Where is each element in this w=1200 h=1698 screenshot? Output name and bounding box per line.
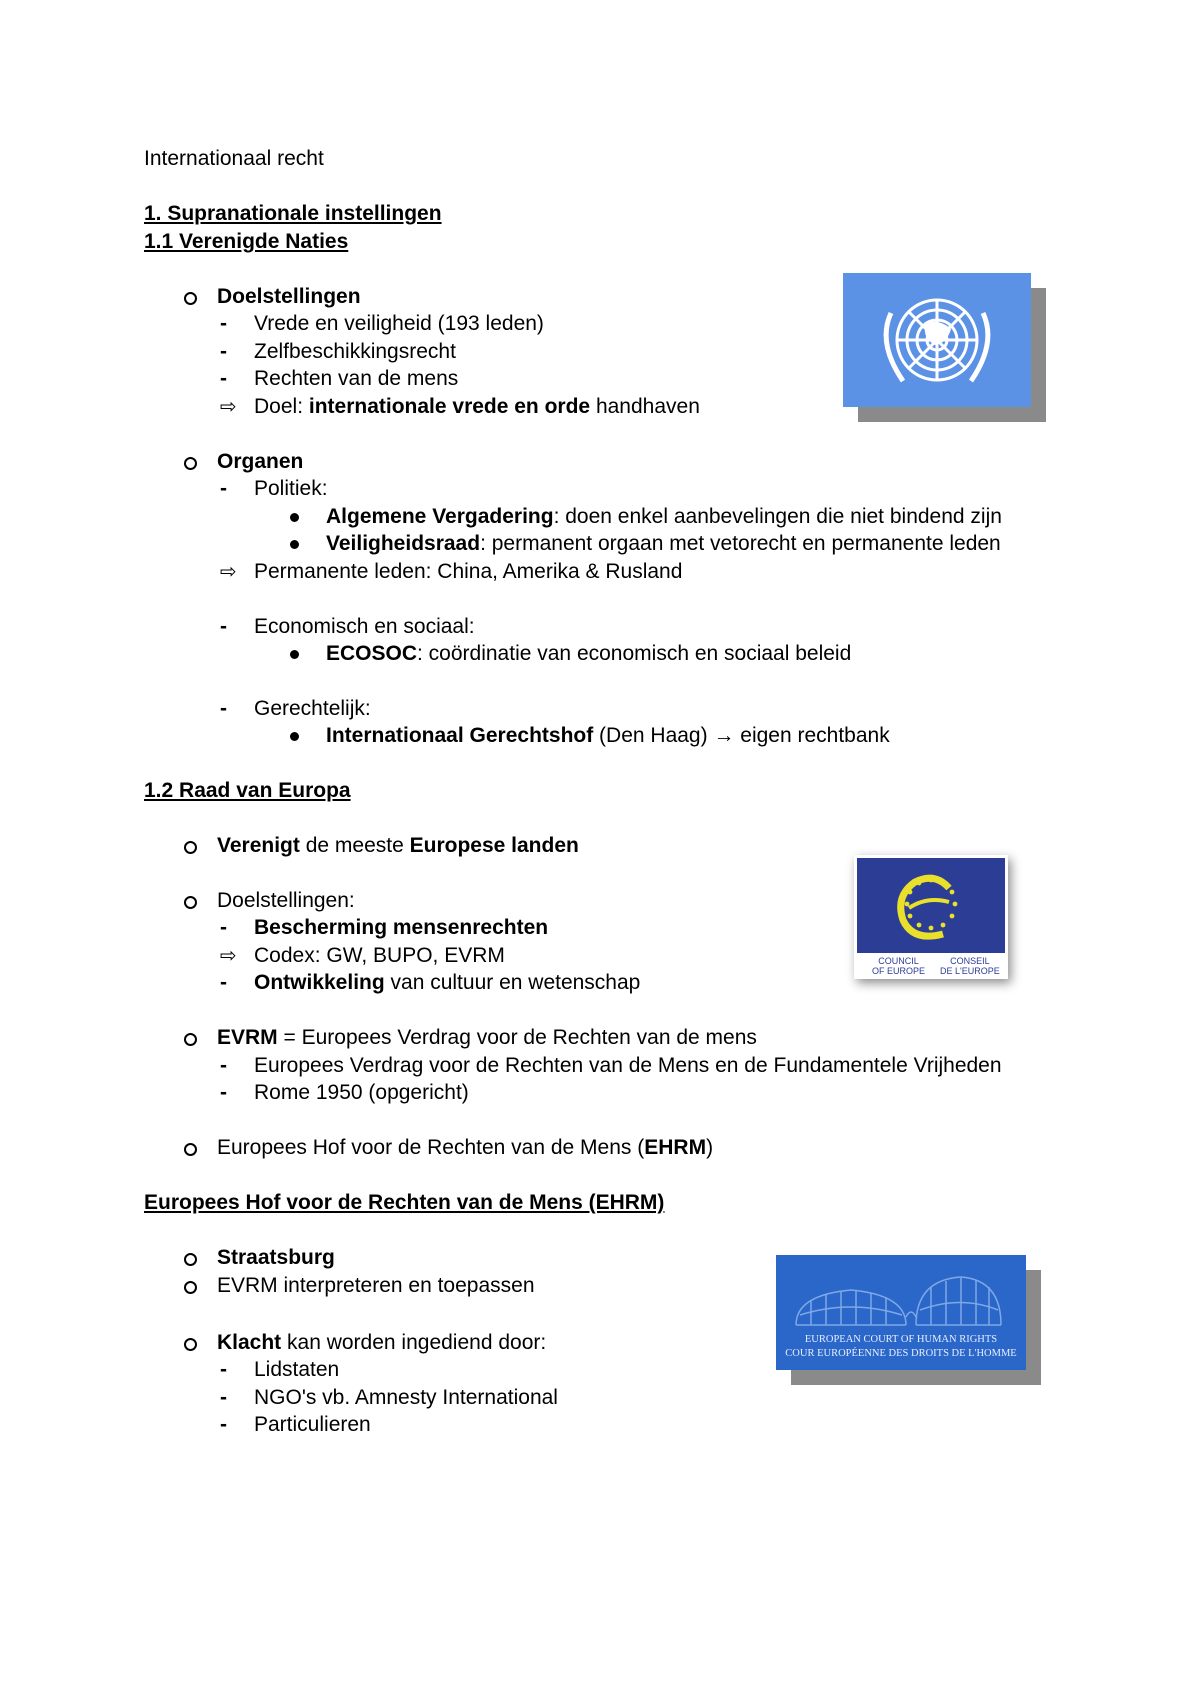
document-page: Internationaal recht 1. Supranationale instellingen 1.1 Verenigde Naties Doelstellingen - Vrede en veiligheid (193 leden) - Zelfbeschikkingsrecht - Rechten van de mens ⇨ Doel: internationale vrede en orde handhaven Organen - Politiek: Algemene Vergadering: doen enkel aanbevelingen die niet bindend zijn Veiligheidsraad: permanent orgaan met vetorecht en permanente leden ⇨ Permanente leden: China, Amerika & Rusland - Economisch en sociaal: ECOSOC: coördinatie van economisch en sociaal beleid - Gerechtelijk: Internationaal Gerechtshof (Den Haag) → eigen rechtbank 1.2 Raad van Europa Verenigt de meeste Europese landen Doelstellingen: - Bescherming mensenrechten ⇨ Codex: GW, BUPO, EVRM - Ontwikkeling van cultuur en wetenschap COUNCIL OF EUROPE CONSEIL DE L'EUROPE EVRM = Europees Verdrag voor de Rechten van de mens - Europees Verdrag voor de Rechten van de Mens en de Fundamentele Vrijheden - Rome 1950 (opgericht) Europees Hof voor de Rechten van de Mens (EHRM) Europees Hof voor de Rechten van de Mens (EHRM) Straatsburg EVRM interpreteren en toepassen Klacht kan worden ingediend door: - Lidstaten - NGO's vb. Amnesty International - Particulieren EUROPEAN COURT OF HUMAN RIGHTS COUR EUROPÉENNE DES DROITS DE L'HOMME <box>0 0 1200 1698</box>
heading-supranationale: 1. Supranationale instellingen <box>144 202 442 225</box>
un-permanente-leden: Permanente leden: China, Amerika & Rusland <box>254 560 683 583</box>
heading-raad-van-europa: 1.2 Raad van Europa <box>144 779 351 802</box>
coe-verenigt: Verenigt de meeste Europese landen <box>217 834 579 857</box>
echr-logo <box>776 1255 1026 1370</box>
un-doel-arrow-line: Doel: internationale vrede en orde handhaven <box>254 395 700 418</box>
ehrm-klacht-item-1: NGO's vb. Amnesty International <box>254 1386 558 1409</box>
echr-logo-text: EUROPEAN COURT OF HUMAN RIGHTS COUR EUROPÉENNE DES DROITS DE L'HOMME <box>785 1334 1017 1359</box>
coe-evrm-item-0: Europees Verdrag voor de Rechten van de Mens en de Fundamentele Vrijheden <box>254 1054 1002 1077</box>
un-algemene-vergadering: Algemene Vergadering: doen enkel aanbevelingen die niet bindend zijn <box>326 505 1002 528</box>
un-organen-label: Organen <box>217 450 304 473</box>
coe-logo-field <box>857 858 1005 953</box>
coe-logo-text-en: COUNCIL OF EUROPE <box>872 956 926 976</box>
un-ecosoc: ECOSOC: coördinatie van economisch en sociaal beleid <box>326 642 852 665</box>
un-politiek: Politiek: <box>254 477 328 500</box>
un-economisch: Economisch en sociaal: <box>254 615 475 638</box>
un-gerechtelijk: Gerechtelijk: <box>254 697 371 720</box>
ehrm-klacht: Klacht kan worden ingediend door: <box>217 1331 547 1354</box>
un-doelstellingen-label: Doelstellingen <box>217 285 361 308</box>
un-gerechtshof: Internationaal Gerechtshof (Den Haag) → eigen rechtbank <box>326 724 890 747</box>
coe-logo <box>854 855 1008 979</box>
arrow-right-icon: → <box>713 724 735 747</box>
coe-bescherming: Bescherming mensenrechten <box>254 916 549 939</box>
coe-logo-text-fr: CONSEIL DE L'EUROPE <box>940 956 1000 976</box>
un-flag-logo <box>843 273 1031 407</box>
ehrm-evrm-interpreteren: EVRM interpreteren en toepassen <box>217 1274 535 1297</box>
heading-verenigde-naties: 1.1 Verenigde Naties <box>144 230 349 253</box>
coe-evrm-item-1: Rome 1950 (opgericht) <box>254 1081 469 1104</box>
heading-ehrm: Europees Hof voor de Rechten van de Mens (EHRM) <box>144 1191 665 1214</box>
coe-doelstellingen-label: Doelstellingen: <box>217 889 355 912</box>
un-doel-item-0: Vrede en veiligheid (193 leden) <box>254 312 544 335</box>
document-title: Internationaal recht <box>144 147 324 170</box>
un-doel-item-2: Rechten van de mens <box>254 367 459 390</box>
un-veiligheidsraad: Veiligheidsraad: permanent orgaan met vetorecht en permanente leden <box>326 532 1001 555</box>
ehrm-klacht-item-0: Lidstaten <box>254 1358 340 1381</box>
un-doel-item-1: Zelfbeschikkingsrecht <box>254 340 456 363</box>
coe-ontwikkeling: Ontwikkeling van cultuur en wetenschap <box>254 971 641 994</box>
coe-ehrm: Europees Hof voor de Rechten van de Mens (EHRM) <box>217 1136 714 1159</box>
coe-evrm: EVRM = Europees Verdrag voor de Rechten van de mens <box>217 1026 757 1049</box>
coe-codex: Codex: GW, BUPO, EVRM <box>254 944 505 967</box>
ehrm-klacht-item-2: Particulieren <box>254 1413 371 1436</box>
ehrm-straatsburg: Straatsburg <box>217 1246 335 1269</box>
